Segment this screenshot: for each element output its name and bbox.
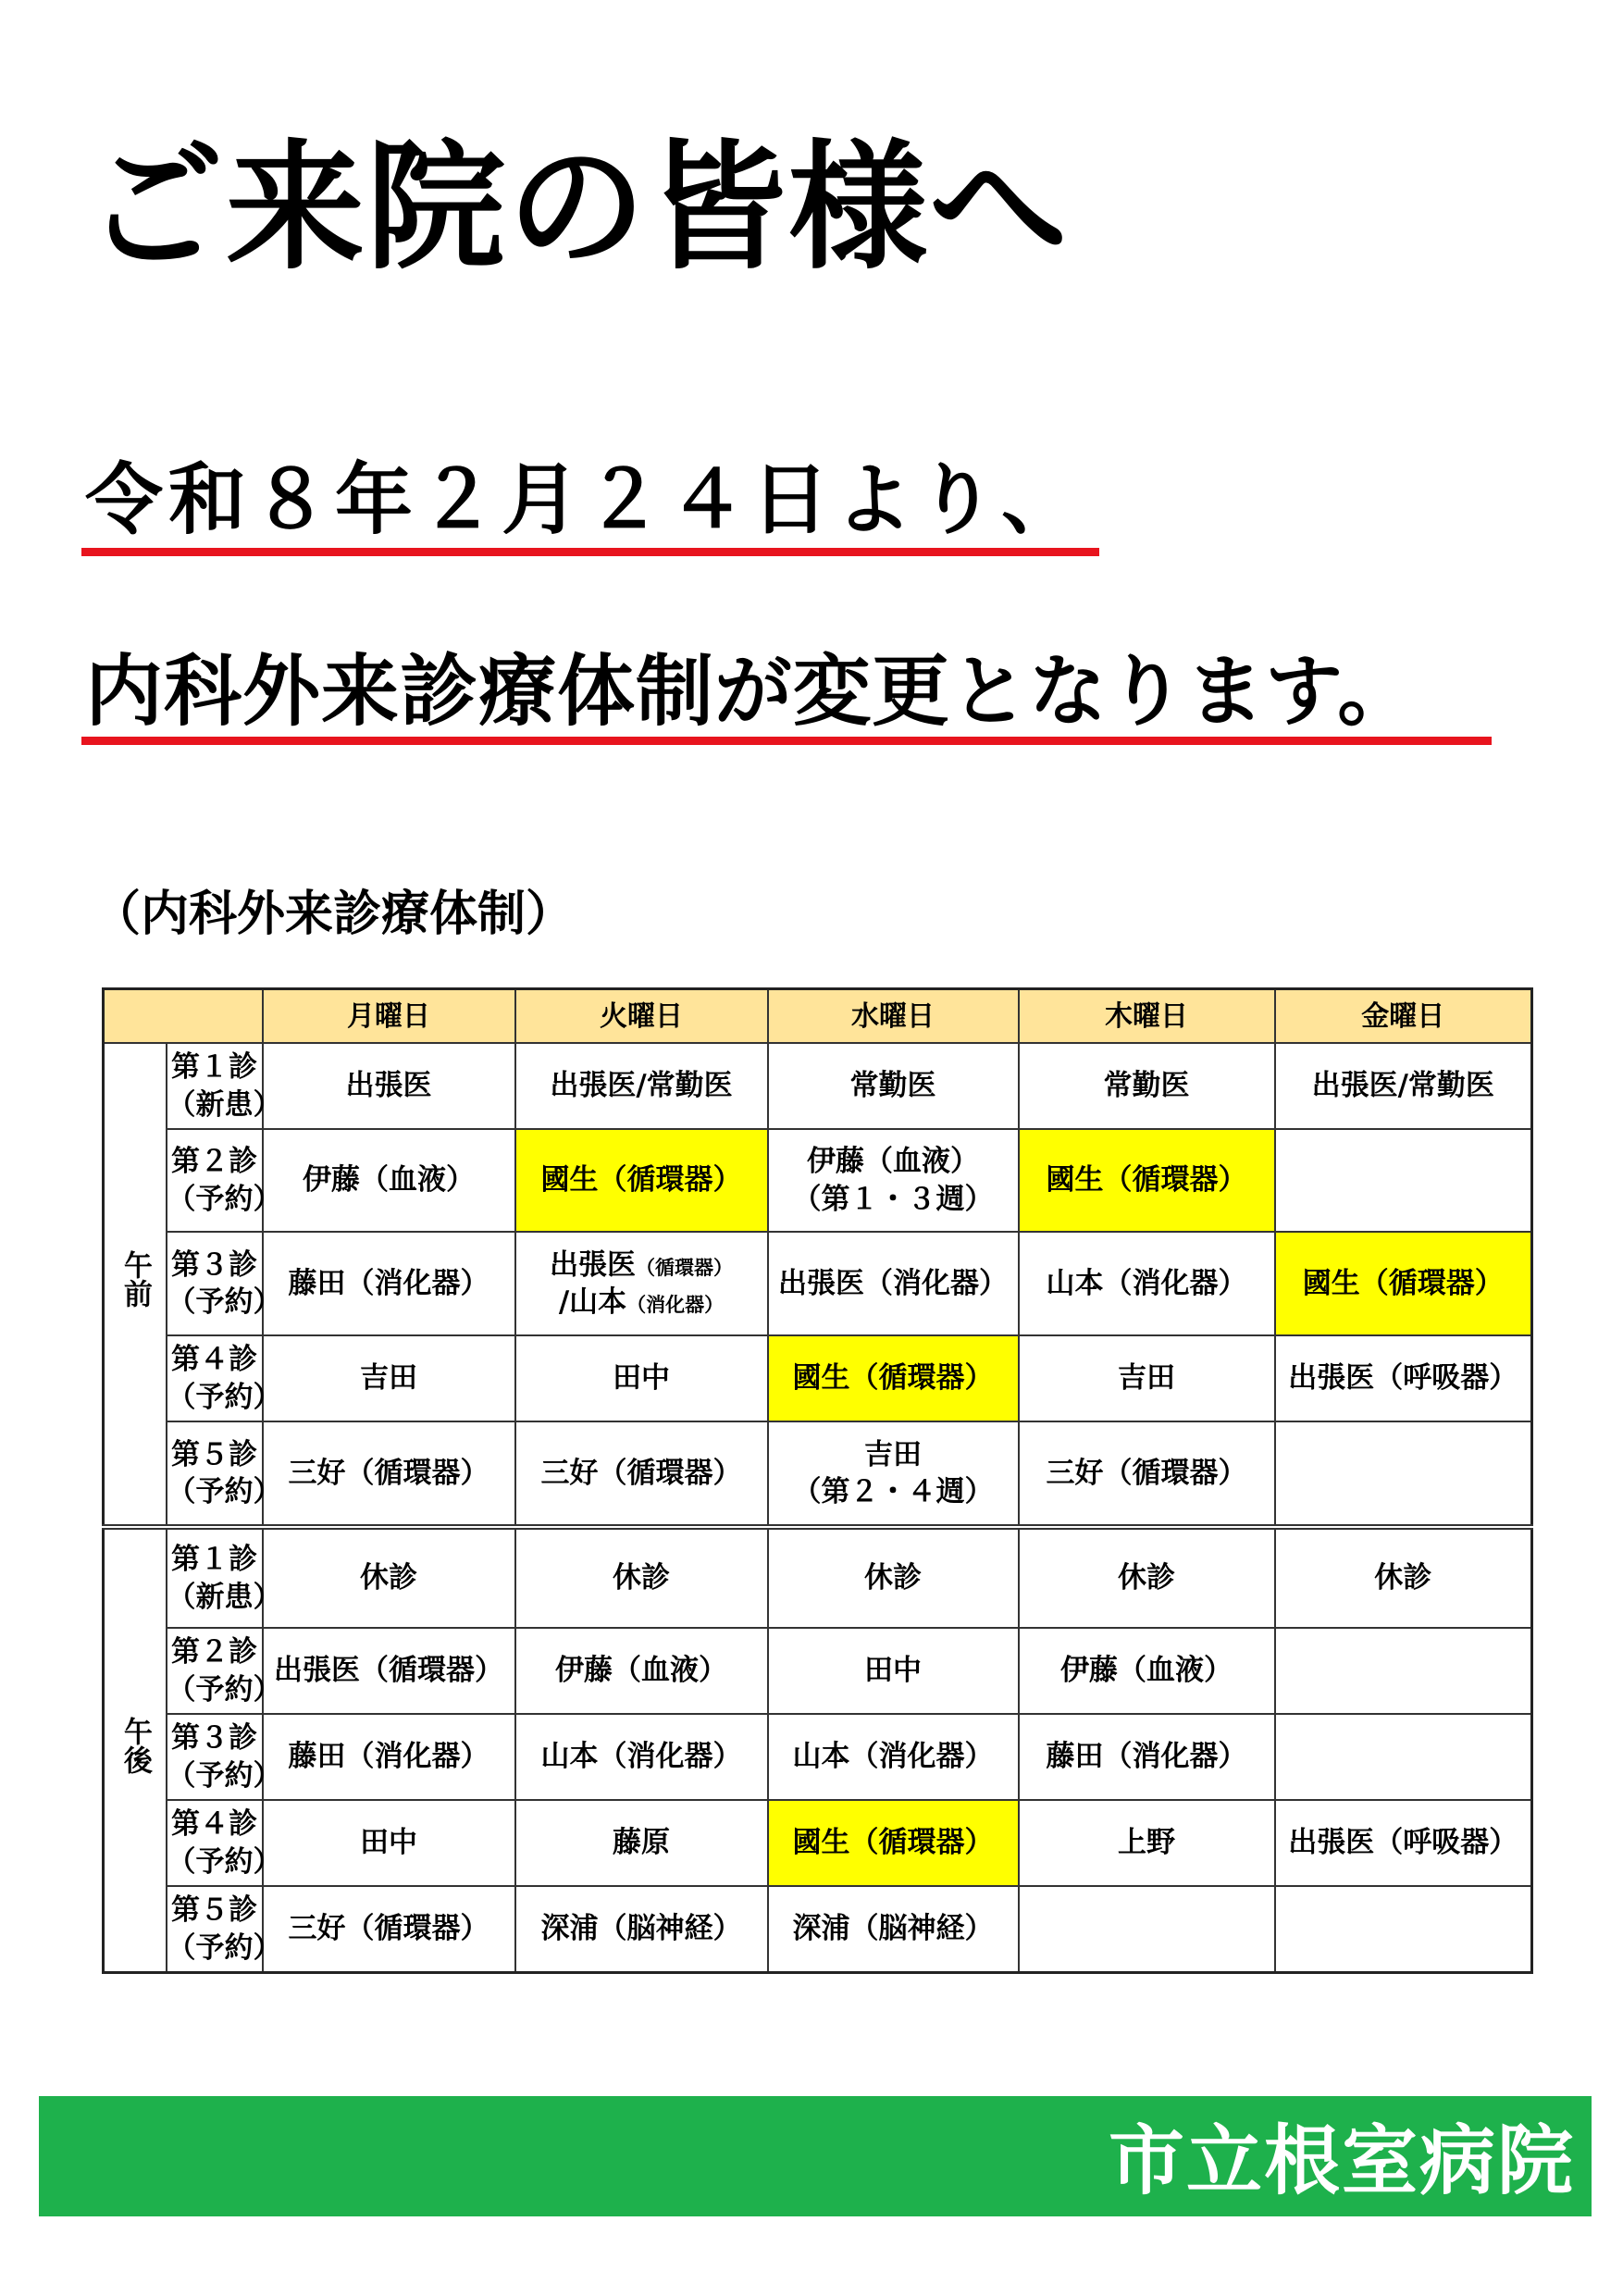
schedule-cell: 藤原 — [515, 1800, 768, 1886]
schedule-cell: 深浦（脳神経） — [768, 1886, 1019, 1973]
slot-number: 第３診 — [171, 1247, 257, 1282]
slot-label — [167, 1043, 282, 1129]
schedule-cell: 伊藤（血液） — [263, 1129, 515, 1232]
schedule-cell: 三好（循環器） — [263, 1886, 515, 1973]
schedule-cell: 山本（消化器） — [515, 1714, 768, 1800]
schedule-cell: 休診 — [515, 1527, 768, 1628]
slot-number: 第４診 — [171, 1807, 257, 1842]
schedule-cell: 田中 — [515, 1335, 768, 1421]
slot-number: 第５診 — [171, 1893, 257, 1928]
slot-type: （新患） — [167, 1580, 282, 1614]
schedule-cell — [1019, 1886, 1275, 1973]
schedule-cell: 出張医/常勤医 — [1275, 1043, 1532, 1129]
schedule-cell-highlighted: 國生（循環器） — [1019, 1129, 1275, 1232]
notice-date-line: 令和８年２月２４日より、 — [85, 454, 1085, 545]
schedule-header-row — [104, 989, 1532, 1044]
schedule-cell: 吉田 — [263, 1335, 515, 1421]
table-row — [104, 1714, 1532, 1800]
notice-change-line: 内科外来診療体制が変更となります。 — [85, 646, 1417, 737]
table-row — [104, 1628, 1532, 1714]
schedule-cell: 吉田 — [1019, 1335, 1275, 1421]
schedule-cell: 田中 — [263, 1800, 515, 1886]
schedule-cell: 山本（消化器） — [1019, 1232, 1275, 1335]
table-row — [104, 1886, 1532, 1973]
slot-type: （新患） — [167, 1087, 282, 1122]
schedule-cell: 出張医（呼吸器） — [1275, 1335, 1532, 1421]
schedule-cell-highlighted: 國生（循環器） — [515, 1129, 768, 1232]
table-row — [104, 1232, 1532, 1335]
schedule-cell: 常勤医 — [1019, 1043, 1275, 1129]
schedule-cell: 休診 — [263, 1527, 515, 1628]
day-header: 月曜日 — [263, 989, 515, 1044]
slot-type: （予約） — [167, 1672, 282, 1706]
schedule-cell: 上野 — [1019, 1800, 1275, 1886]
schedule-cell: 休診 — [1275, 1527, 1532, 1628]
day-header: 火曜日 — [515, 989, 768, 1044]
notice-date-underline — [81, 548, 1099, 556]
cell-line — [516, 1284, 767, 1321]
cell-note: （消化器） — [626, 1294, 725, 1316]
page-title: ご来院の皆様へ — [85, 128, 1071, 289]
schedule-cell: 出張医（呼吸器） — [1275, 1800, 1532, 1886]
cell-line: （第１・３週） — [792, 1182, 994, 1216]
schedule-cell: 出張医 — [263, 1043, 515, 1129]
schedule-cell: 藤田（消化器） — [263, 1714, 515, 1800]
schedule-cell: 出張医（消化器） — [768, 1232, 1019, 1335]
schedule-cell: 藤田（消化器） — [1019, 1714, 1275, 1800]
cell-text: /山本 — [558, 1285, 627, 1319]
slot-label — [167, 1800, 282, 1886]
period-am-label: 午前 — [118, 1250, 152, 1309]
slot-number: 第２診 — [171, 1635, 257, 1669]
cell-line — [516, 1247, 767, 1284]
table-row — [104, 1043, 1532, 1129]
schedule-cell — [1275, 1129, 1532, 1232]
slot-number: 第３診 — [171, 1721, 257, 1756]
schedule-cell: 伊藤（血液） — [1019, 1628, 1275, 1714]
schedule-cell — [1275, 1421, 1532, 1527]
cell-line: （第２・４週） — [792, 1475, 994, 1508]
schedule-cell — [1275, 1886, 1532, 1973]
schedule-cell — [768, 1421, 1019, 1527]
cell-note: （循環器） — [636, 1256, 733, 1279]
slot-type: （予約） — [167, 1930, 282, 1965]
schedule-cell: 常勤医 — [768, 1043, 1019, 1129]
slot-number: 第１診 — [171, 1050, 257, 1085]
cell-line: 吉田 — [864, 1437, 922, 1471]
schedule-cell — [515, 1232, 768, 1335]
schedule-cell: 休診 — [1019, 1527, 1275, 1628]
schedule-cell: 三好（循環器） — [1019, 1421, 1275, 1527]
slot-label — [167, 1886, 282, 1973]
cell-line: 伊藤（血液） — [807, 1145, 979, 1179]
table-row — [104, 1335, 1532, 1421]
notice-change-underline — [81, 737, 1492, 745]
schedule-table — [102, 987, 1533, 1974]
schedule-cell: 田中 — [768, 1628, 1019, 1714]
slot-label — [167, 1232, 282, 1335]
schedule-cell: 三好（循環器） — [263, 1421, 515, 1527]
schedule-cell-highlighted: 國生（循環器） — [768, 1335, 1019, 1421]
schedule-cell: 伊藤（血液） — [515, 1628, 768, 1714]
cell-text: 出張医 — [550, 1247, 636, 1282]
slot-label — [167, 1421, 282, 1527]
slot-label — [167, 1129, 282, 1232]
schedule-cell: 深浦（脳神経） — [515, 1886, 768, 1973]
slot-type: （予約） — [167, 1380, 282, 1414]
schedule-cell-highlighted: 國生（循環器） — [768, 1800, 1019, 1886]
table-row — [104, 1129, 1532, 1232]
slot-number: 第１診 — [171, 1543, 257, 1577]
schedule-cell: 山本（消化器） — [768, 1714, 1019, 1800]
table-row — [104, 1527, 1532, 1628]
slot-type: （予約） — [167, 1285, 282, 1319]
slot-number: 第２診 — [171, 1145, 257, 1179]
footer-bar — [39, 2096, 1592, 2216]
schedule-cell: 藤田（消化器） — [263, 1232, 515, 1335]
period-am — [104, 1043, 167, 1527]
slot-type: （予約） — [167, 1844, 282, 1879]
schedule-cell — [1275, 1628, 1532, 1714]
schedule-cell: 出張医/常勤医 — [515, 1043, 768, 1129]
day-header: 水曜日 — [768, 989, 1019, 1044]
schedule-cell: 三好（循環器） — [515, 1421, 768, 1527]
slot-label — [167, 1527, 282, 1628]
period-pm-label: 午後 — [118, 1717, 152, 1775]
slot-type: （予約） — [167, 1475, 282, 1508]
day-header: 木曜日 — [1019, 989, 1275, 1044]
hospital-name: 市立根室病院 — [1108, 2117, 1575, 2205]
schedule-cell: 休診 — [768, 1527, 1019, 1628]
slot-number: 第４診 — [171, 1343, 257, 1377]
schedule-cell — [1275, 1714, 1532, 1800]
slot-label — [167, 1714, 282, 1800]
slot-type: （予約） — [167, 1758, 282, 1793]
schedule-cell: 出張医（循環器） — [263, 1628, 515, 1714]
slot-type: （予約） — [167, 1182, 282, 1216]
table-row — [104, 1800, 1532, 1886]
slot-label — [167, 1335, 282, 1421]
period-pm — [104, 1527, 167, 1973]
table-row — [104, 1421, 1532, 1527]
schedule-cell — [768, 1129, 1019, 1232]
schedule-cell-highlighted: 國生（循環器） — [1275, 1232, 1532, 1335]
section-label: （内科外来診療体制） — [93, 887, 575, 942]
slot-number: 第５診 — [171, 1437, 257, 1471]
slot-label — [167, 1628, 282, 1714]
header-corner — [104, 989, 263, 1044]
day-header: 金曜日 — [1275, 989, 1532, 1044]
